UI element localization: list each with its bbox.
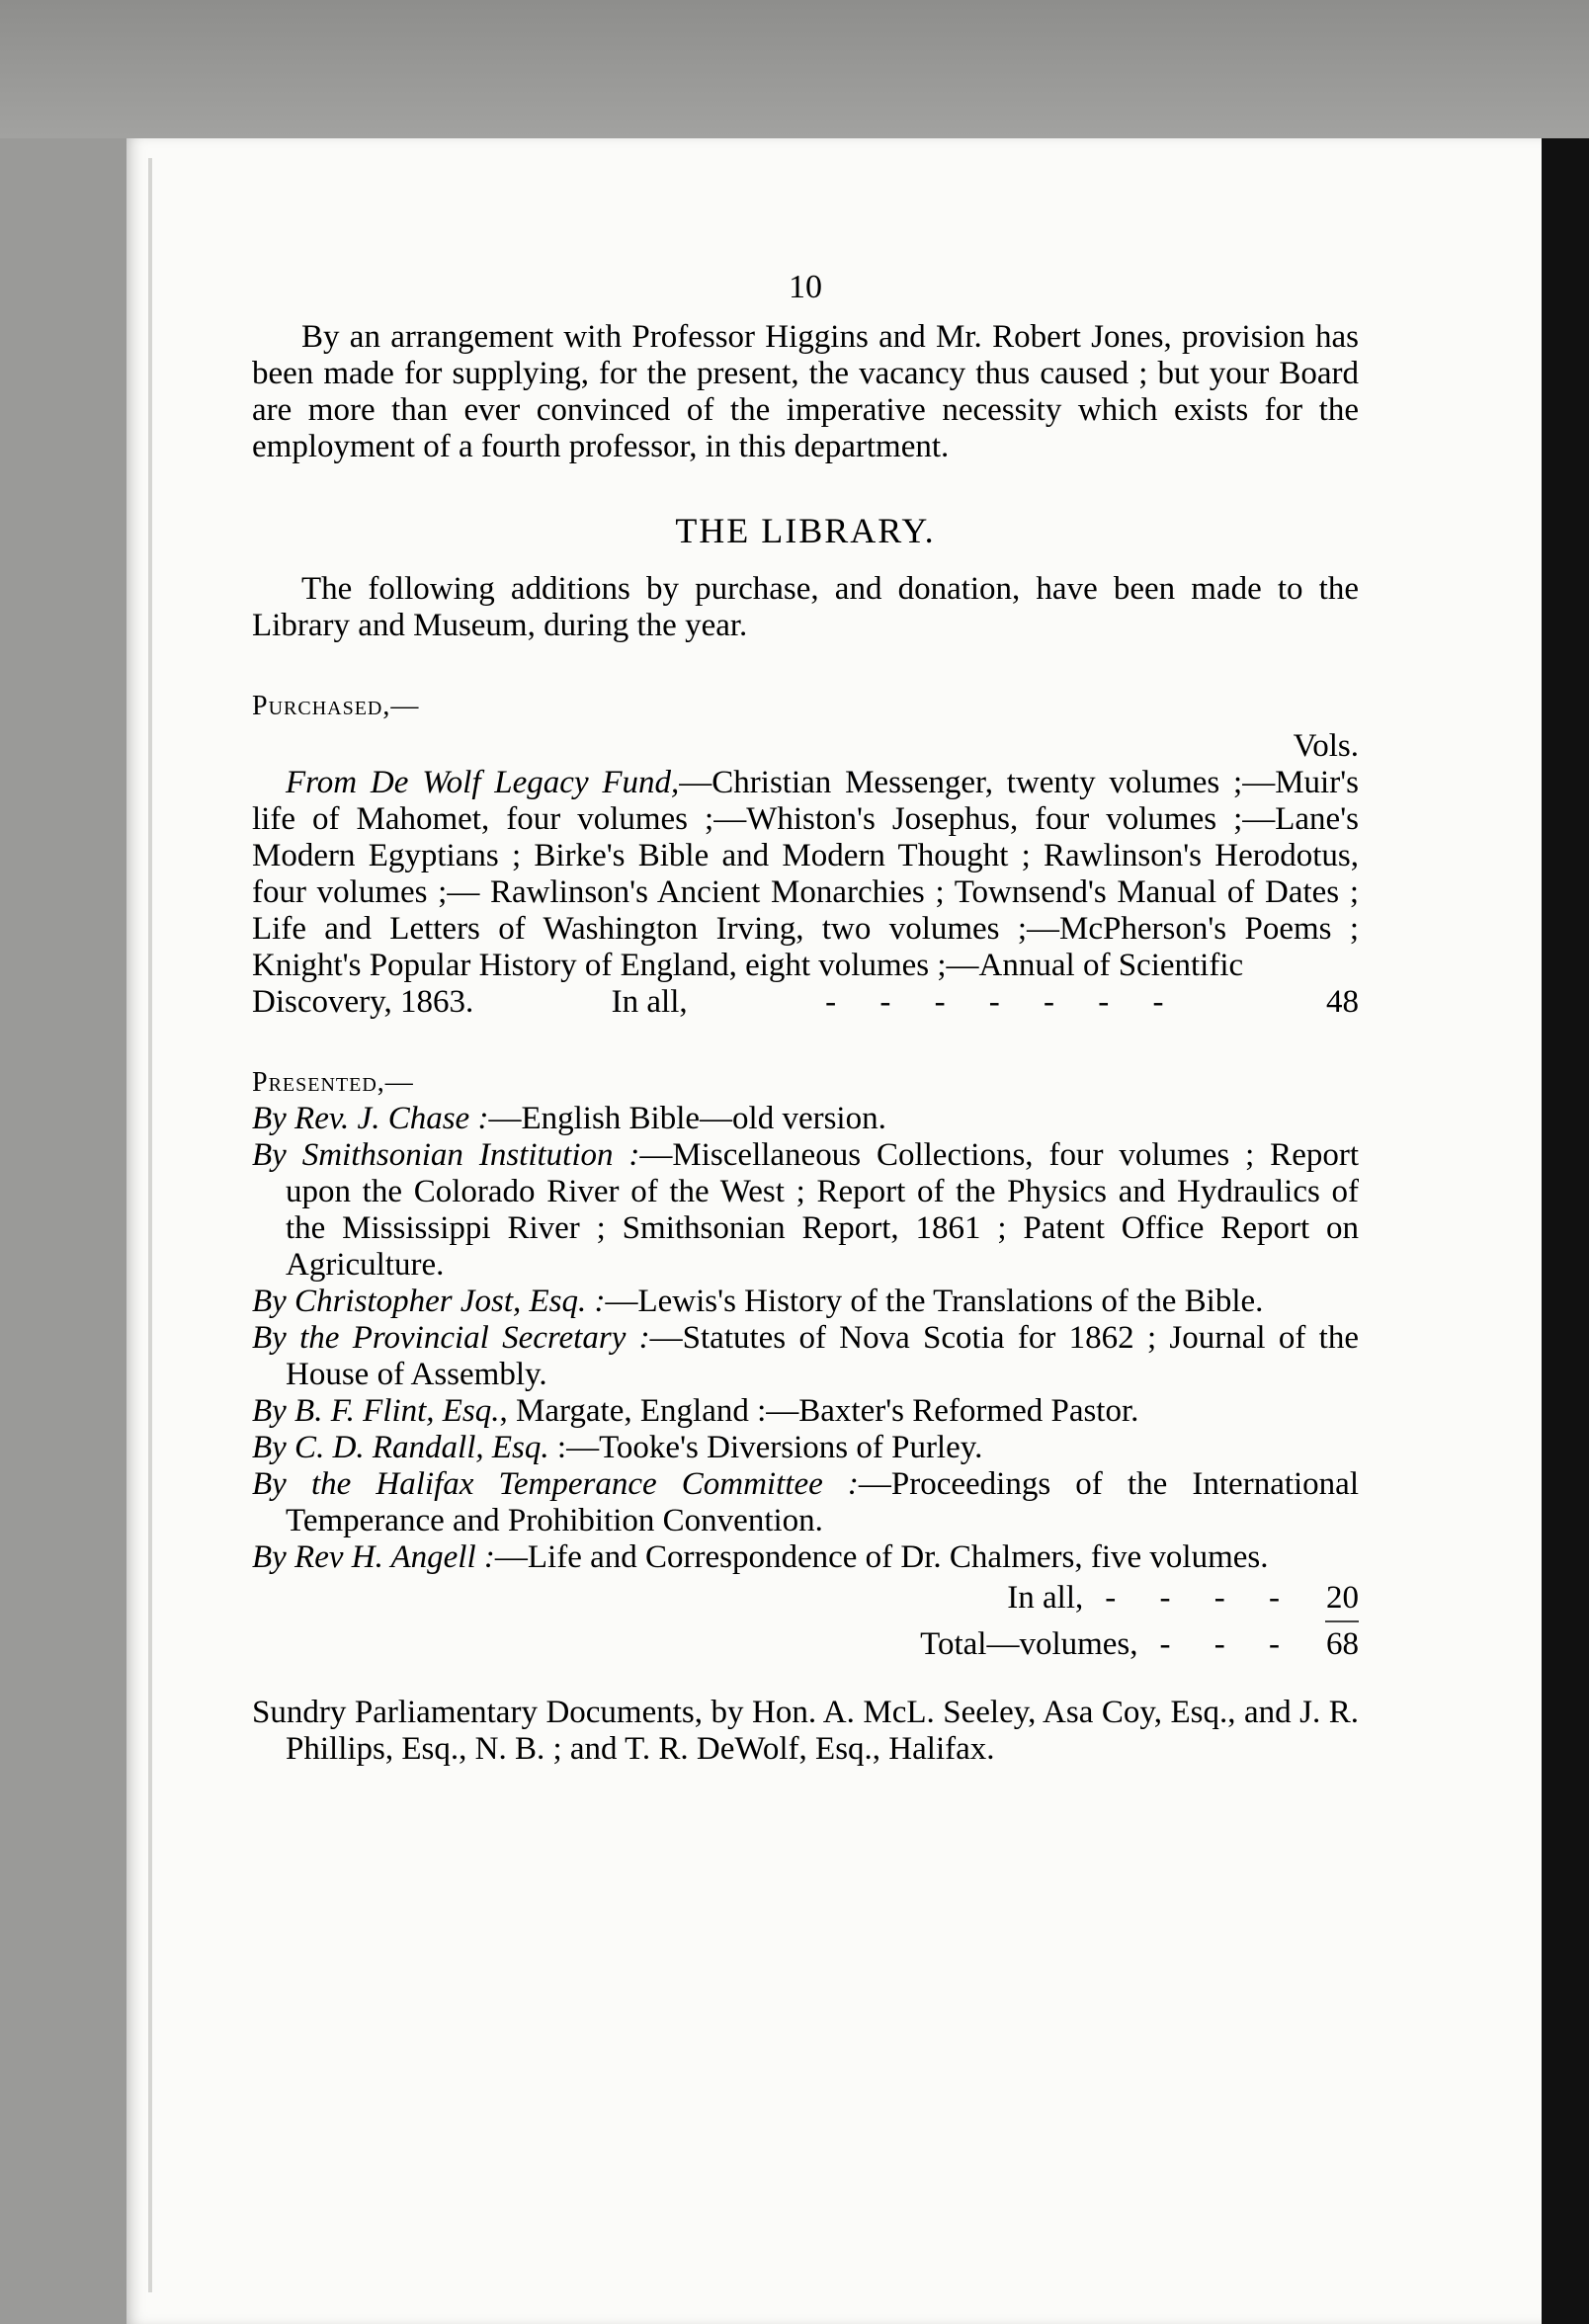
presented-label: Presented,— [252, 1067, 414, 1098]
entry-text: —Life and Correspondence of Dr. Chalmers, five volumes. [494, 1539, 1269, 1575]
entry-text: :—Tooke's Diversions of Purley. [548, 1430, 983, 1465]
list-item [252, 1539, 1359, 1576]
facing-page-edge [1542, 138, 1589, 2324]
presented-count: 20 [1326, 1580, 1359, 1616]
presented-dots: - - - - [1105, 1580, 1297, 1616]
purchased-count: 48 [1325, 984, 1359, 1020]
library-intro: The following additions by purchase, and donation, have been made to the Library and Museum, during the year. [252, 571, 1359, 643]
list-item [252, 1137, 1359, 1284]
entry-source: By the Halifax Temperance Committee : [252, 1466, 859, 1502]
list-item [252, 1320, 1359, 1393]
purchased-label: Purchased,— [252, 691, 420, 721]
entry-source: By Rev H. Angell : [252, 1539, 495, 1575]
entry-source: By B. F. Flint, Esq. [252, 1393, 500, 1429]
presented-list [252, 1101, 1359, 1576]
page-content [252, 138, 1359, 1768]
list-item [252, 1101, 1359, 1137]
presented-total-line [252, 1580, 1359, 1617]
entry-source: By Rev. J. Chase : [252, 1101, 489, 1136]
library-heading: THE LIBRARY. [675, 511, 936, 550]
intro-paragraph: By an arrangement with Professor Higgins and Mr. Robert Jones, provision has been made for supplying, for the present, the vacancy thus caused ; but your Board are more than ever convinced of the imperative necessity which exists for the employment of a fourth professor, in this department. [252, 319, 1359, 464]
list-item [252, 1466, 1359, 1539]
grand-total-line [252, 1626, 1359, 1663]
purchased-dots: - - - - - - - [825, 984, 1182, 1020]
total-label: Total—volumes, [920, 1626, 1138, 1662]
purchased-in-all: In all, [611, 984, 688, 1020]
list-item [252, 1284, 1359, 1320]
page-gutter-edge [148, 158, 152, 2292]
vols-column-header: Vols. [1293, 728, 1359, 764]
list-item [252, 1393, 1359, 1430]
entry-source: By Christopher Jost, Esq. : [252, 1284, 606, 1319]
purchased-last-line: Discovery, 1863. [252, 984, 474, 1020]
page-number: 10 [789, 269, 822, 305]
entry-text: —Proceedings of the International Temperance and Prohibition Convention. [286, 1466, 1359, 1538]
purchased-text: —Christian Messenger, twenty volumes ;—Muir's life of Mahomet, four volumes ;—Whiston's Josephus, four volumes ;—Lane's Modern Egyptians ; Birke's Bible and Modern Thought ; Rawlinson's Herodotus, four volumes ;— Rawlinson's Ancient Monarchies ; Townsend's Manual of Dates ; Life and Letters of Washington Irving, two volumes ;—McPherson's Poems ; Knight's Popular History of England, eight volumes ;—Annual of Scientific [252, 765, 1359, 983]
sum-rule [1325, 1620, 1359, 1622]
sundry-paragraph: Sundry Parliamentary Documents, by Hon. A. McL. Seeley, Asa Coy, Esq., and J. R. Phillips, Esq., N. B. ; and T. R. DeWolf, Esq., Halifax. [252, 1695, 1359, 1767]
list-item [252, 1430, 1359, 1466]
purchased-source: From De Wolf Legacy Fund, [286, 765, 680, 800]
scan-background [0, 0, 1589, 138]
entry-source: By C. D. Randall, Esq. [252, 1430, 549, 1465]
entry-text: —Lewis's History of the Translations of the Bible. [605, 1284, 1264, 1319]
entry-text: —Miscellaneous Collections, four volumes ; Report upon the Colorado River of the West ; Report of the Physics and Hydraulics of the Mississippi River ; Smithsonian Report, 1861 ; Patent Office Report on Agriculture. [286, 1137, 1360, 1283]
purchased-entry [252, 765, 1359, 984]
total-count: 68 [1326, 1626, 1359, 1662]
entry-text: —English Bible—old version. [488, 1101, 886, 1136]
sum-rule-wrap [252, 1620, 1359, 1622]
entry-text: , Margate, England :—Baxter's Reformed Pastor. [499, 1393, 1139, 1429]
purchased-total-line [252, 984, 1359, 1021]
presented-in-all: In all, [1007, 1580, 1084, 1616]
total-dots: - - - [1159, 1626, 1297, 1662]
entry-text: —Statutes of Nova Scotia for 1862 ; Journal of the House of Assembly. [286, 1320, 1360, 1392]
entry-source: By the Provincial Secretary : [252, 1320, 650, 1356]
entry-source: By Smithsonian Institution : [252, 1137, 640, 1173]
